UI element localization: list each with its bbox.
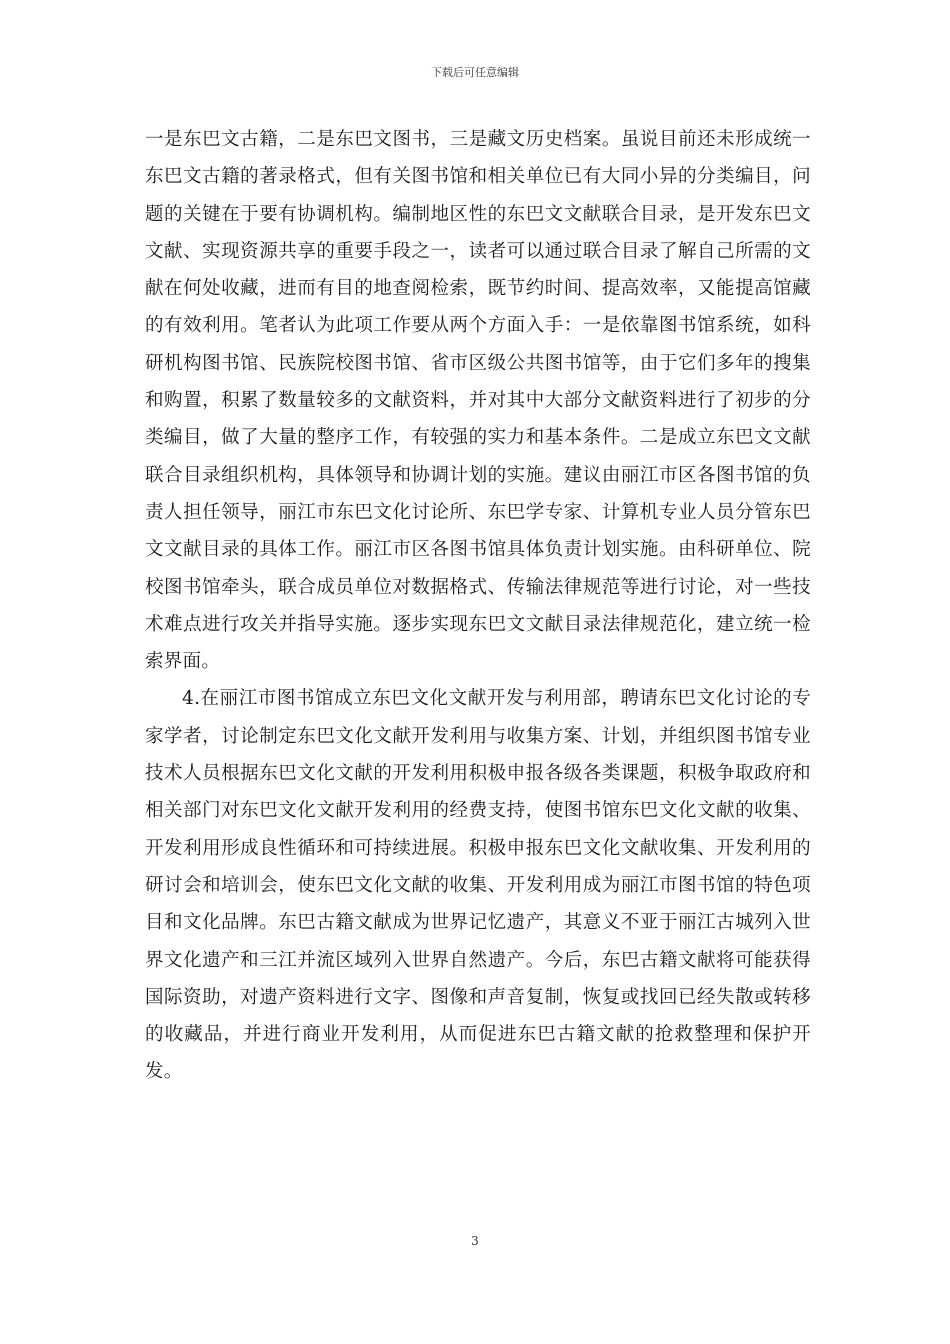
document-body: [145, 121, 811, 1091]
page-number: 3: [471, 1234, 479, 1248]
paragraph-continuation: 一是东巴文古籍，二是东巴文图书，三是藏文历史档案。虽说目前还未形成统一东巴文古籍的著录格式，但有关图书馆和相关单位已有大同小异的分类编目，问题的关键在于要有协调机构。编制地区性的东巴文文献联合目录，是开发东巴文文献、实现资源共享的重要手段之一，读者可以通过联合目录了解自己所需的文献在何处收藏，进而有目的地查阅检索，既节约时间、提高效率，又能提高馆藏的有效利用。笔者认为此项工作要从两个方面入手：一是依靠图书馆系统，如科研机构图书馆、民族院校图书馆、省市区级公共图书馆等，由于它们多年的搜集和购置，积累了数量较多的文献资料，并对其中大部分文献资料进行了初步的分类编目，做了大量的整序工作，有较强的实力和基本条件。二是成立东巴文文献联合目录组织机构，具体领导和协调计划的实施。建议由丽江市区各图书馆的负责人担任领导，丽江市东巴文化讨论所、东巴学专家、计算机专业人员分管东巴文文献目录的具体工作。丽江市区各图书馆具体负责计划实施。由科研单位、院校图书馆牵头，联合成员单位对数据格式、传输法律规范等进行讨论，对一些技术难点进行攻关并指导实施。逐步实现东巴文文献目录法律规范化，建立统一检索界面。: [145, 129, 811, 673]
page-header-note: 下载后可任意编辑: [431, 66, 519, 79]
paragraph-item-4: 4.在丽江市图书馆成立东巴文化文献开发与利用部，聘请东巴文化讨论的专家学者，讨论制定东巴文化文献开发利用与收集方案、计划，并组织图书馆专业技术人员根据东巴文化文献的开发利用积极申报各级各类课题，积极争取政府和相关部门对东巴文化文献开发利用的经费支持，使图书馆东巴文化文献的收集、开发利用形成良性循环和可持续进展。积极申报东巴文化文献收集、开发利用的研讨会和培训会，使东巴文化文献的收集、开发利用成为丽江市图书馆的特色项目和文化品牌。东巴古籍文献成为世界记忆遗产，其意义不亚于丽江古城列入世界文化遗产和三江并流区域列入世界自然遗产。今后，东巴古籍文献将可能获得国际资助，对遗产资料进行文字、图像和声音复制，恢复或找回已经失散或转移的收藏品，并进行商业开发利用，从而促进东巴古籍文献的抢救整理和保护开发。: [145, 688, 811, 1083]
